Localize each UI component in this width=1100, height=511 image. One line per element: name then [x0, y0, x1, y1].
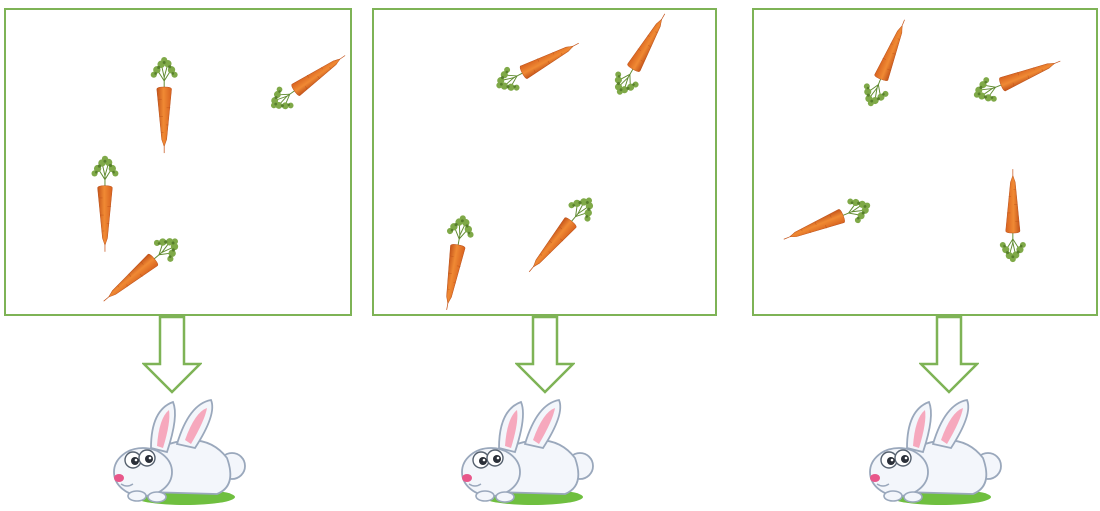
rabbit-icon [863, 396, 1007, 510]
rabbit-icon [455, 396, 599, 510]
carrot-icon [91, 156, 118, 252]
carrot-icon [491, 32, 585, 99]
carrot-group-1 [6, 10, 350, 314]
down-arrow-icon [142, 316, 202, 396]
carrot-panel-1 [4, 8, 352, 316]
rabbit-icon [107, 396, 251, 510]
carrot-panel-3 [752, 8, 1098, 316]
carrot-icon [95, 229, 186, 311]
carrot-icon [858, 15, 917, 111]
carrot-group-3 [754, 10, 1096, 314]
down-arrow-icon [515, 316, 575, 396]
carrot-icon [607, 10, 676, 101]
carrot-icon [151, 57, 178, 153]
carrot-group-2 [374, 10, 715, 314]
carrot-panel-2 [372, 8, 717, 316]
carrot-icon [433, 213, 476, 312]
carrot-icon [1000, 169, 1026, 262]
carrot-icon [519, 190, 601, 281]
carrot-icon [969, 49, 1065, 108]
down-arrow-icon [919, 316, 979, 396]
carrot-icon [264, 45, 350, 117]
carrot-icon [779, 192, 875, 251]
